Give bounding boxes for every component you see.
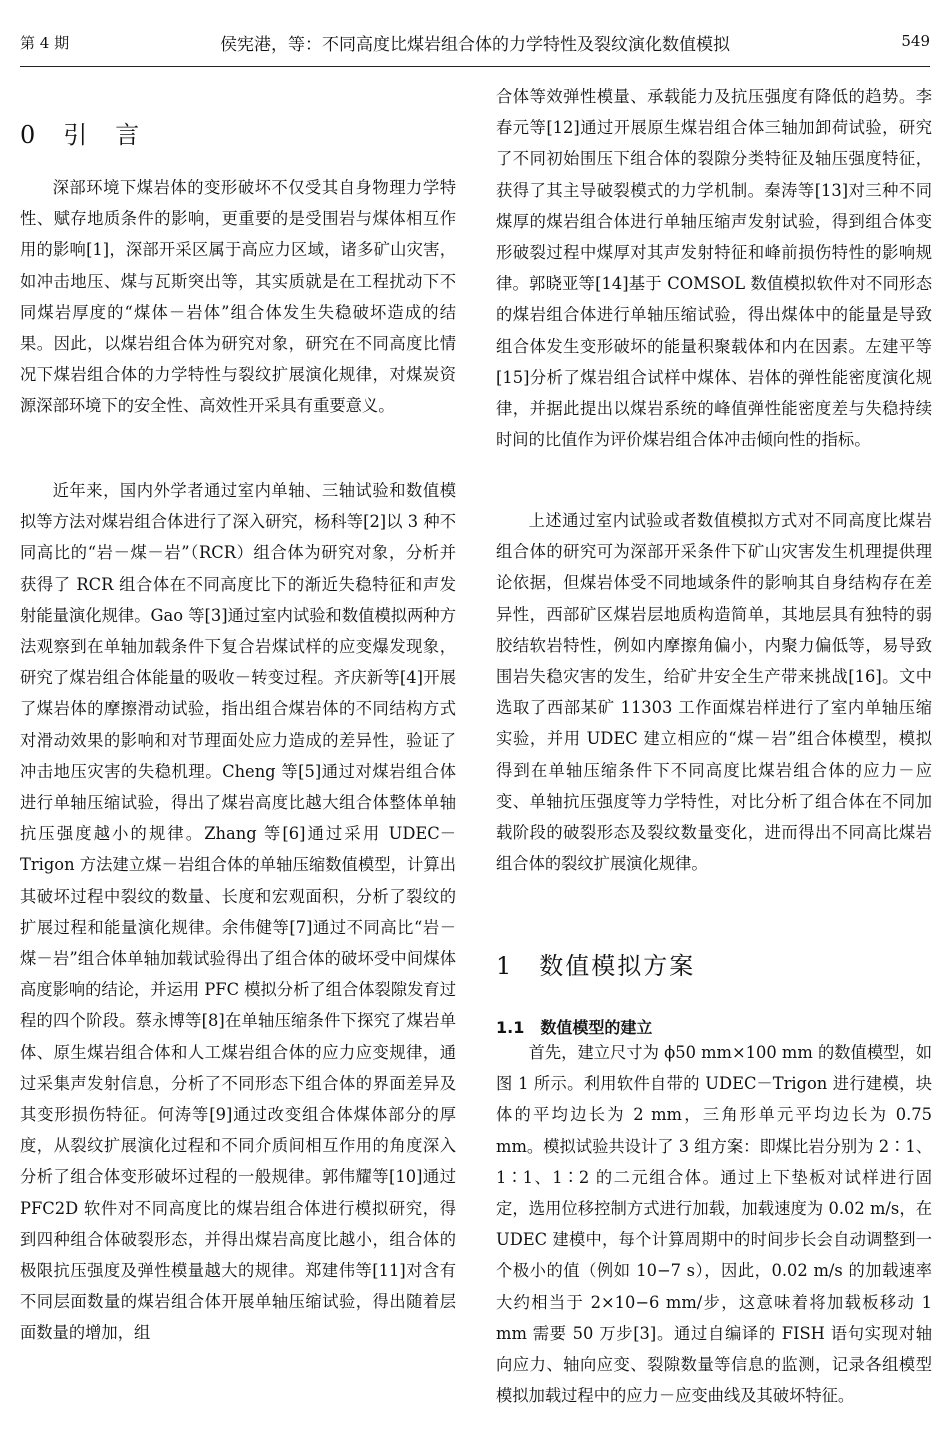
paragraph-continuation: 合体等效弹性模量、承载能力及抗压强度有降低的趋势。李春元等[12]通过开展原生煤岩组合体三轴加卸荷试验，研究了不同初始围压下组合体的裂隙分类特征及轴压强度特征，获得了其主导破裂模式的力学机制。秦涛等[13]对三种不同煤厚的煤岩组合体进行单轴压缩声发射试验，得到组合体变形破裂过程中煤厚对其声发射特征和峰前损伤特性的影响规律。郭晓亚等[14]基于 COMSOL 数值模拟软件对不同形态的煤岩组合体进行单轴压缩试验，得出煤体中的能量是导致组合体发生变形破坏的能量积聚载体和内在因素。左建平等[15]分析了煤岩组合试样中煤体、岩体的弹性能密度演化规律，并据此提出以煤岩系统的峰值弹性能密度差与失稳持续时间的比值作为评价煤岩组合体冲击倾向性的指标。 [496,87,932,450]
page-header [20,28,930,58]
subsection-heading-model: 1.1 数值模型的建立 [496,1018,653,1037]
header-rule [20,66,930,67]
paragraph-introduction-3: 上述通过室内试验或者数值模拟方式对不同高度比煤岩组合体的研究可为深部开采条件下矿山灾害发生机理提供理论依据，但煤岩体受不同地域条件的影响其自身结构存在差异性，西部矿区煤岩层地质构造简单，其地层具有独特的弱胶结软岩特性，例如内摩擦角偏小，内聚力偏低等，易导致围岩失稳灾害的发生，给矿井安全生产带来挑战[16]。文中选取了西部某矿 11303 工作面煤岩样进行了室内单轴压缩实验，并用 UDEC 建立相应的“煤－岩”组合体模型，模拟得到在单轴压缩条件下不同高度比煤岩组合体的应力－应变、单轴抗压强度等力学特性，对比分析了组合体在不同加载阶段的破裂形态及裂纹数量变化，进而得出不同高比煤岩组合体的裂纹扩展演化规律。 [496,511,932,874]
paragraph-introduction-2: 近年来，国内外学者通过室内单轴、三轴试验和数值模拟等方法对煤岩组合体进行了深入研究，杨科等[2]以 3 种不同高比的“岩－煤－岩”（RCR）组合体为研究对象，分析并获得了 RCR 组合体在不同高度比下的渐近失稳特征和声发射能量演化规律。Gao 等[3]通过室内试验和数值模拟两种方法观察到在单轴加载条件下复合岩煤试样的应变爆发现象，研究了煤岩组合体能量的吸收－转变过程。齐庆新等[4]开展了煤岩体的摩擦滑动试验，指出组合煤岩体的不同结构方式对滑动效果的影响和对节理面处应力造成的差异性，验证了冲击地压灾害的失稳机理。Cheng 等[5]通过对煤岩组合体进行单轴压缩试验，得出了煤岩高度比越大组合体整体单轴抗压强度越小的规律。Zhang 等[6]通过采用 UDEC－Trigon 方法建立煤－岩组合体的单轴压缩数值模型，计算出其破坏过程中裂纹的数量、长度和宏观面积，分析了裂纹的扩展过程和能量演化规律。余伟健等[7]通过不同高比“岩－煤－岩”组合体单轴加载试验得出了组合体的破坏受中间煤体高度影响的结论，并运用 PFC 模拟分析了组合体裂隙发育过程的四个阶段。蔡永博等[8]在单轴压缩条件下探究了煤岩单体、原生煤岩组合体和人工煤岩组合体的应力应变规律，通过采集声发射信息，分析了不同形态下组合体的界面差异及其变形损伤特征。何涛等[9]通过改变组合体煤体部分的厚度，从裂纹扩展演化过程和不同介质间相互作用的角度深入分析了组合体变形破坏过程的一般规律。郭伟耀等[10]通过 PFC2D 软件对不同高度比的煤岩组合体进行模拟研究，得到四种组合体破裂形态，并得出煤岩高度比越小，组合体的极限抗压强度及弹性模量越大的规律。郑建伟等[11]对含有不同层面数量的煤岩组合体开展单轴压缩试验，得出随着层面数量的增加，组 [20,481,456,1343]
paragraph-introduction-1: 深部环境下煤岩体的变形破坏不仅受其自身物理力学特性、赋存地质条件的影响，更重要的是受围岩与煤体相互作用的影响[1]，深部开采区属于高应力区域，诸多矿山灾害，如冲击地压、煤与瓦斯突出等，其实质就是在工程扰动下不同煤岩厚度的“煤体－岩体”组合体发生失稳破坏造成的结果。因此，以煤岩组合体为研究对象，研究在不同高度比情况下煤岩组合体的力学特性与裂纹扩展演化规律，对煤炭资源深部环境下的安全性、高效性开采具有重要意义。 [20,178,456,416]
journal-issue: 第 4 期 [20,34,70,52]
page-number: 549 [901,32,930,50]
section-heading-introduction: 0 引 言 [20,121,142,149]
paragraph-model: 首先，建立尺寸为 ϕ50 mm×100 mm 的数值模型，如图 1 所示。利用软件自带的 UDEC－Trigon 进行建模，块体的平均边长为 2 mm，三角形单元平均边长为 0.75 mm。模拟试验共设计了 3 组方案：即煤比岩分别为 2∶1、1∶1、1∶2 的二元组合体。通过上下垫板对试样进行固定，选用位移控制方式进行加载，加载速度为 0.02 m/s，在 UDEC 建模中，每个计算周期中的时间步长会自动调整到一个极小的值（例如 10−7 s），因此，0.02 m/s 的加载速率大约相当于 2×10−6 mm/步，这意味着将加载板移动 1 mm 需要 50 万步[3]。通过自编译的 FISH 语句实现对轴向应力、轴向应变、裂隙数量等信息的监测，记录各组模型模拟加载过程中的应力－应变曲线及其破坏特征。 [496,1043,932,1406]
section-heading-simulation: 1 数值模拟方案 [496,952,696,980]
running-title: 侯宪港，等：不同高度比煤岩组合体的力学特性及裂纹演化数值模拟 [220,35,730,55]
